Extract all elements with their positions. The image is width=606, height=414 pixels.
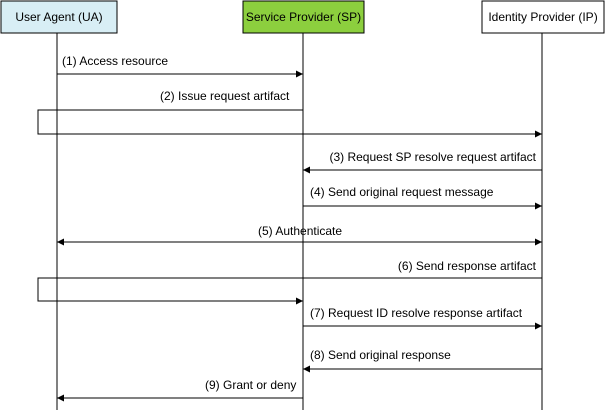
- participant-sp-label: Service Provider (SP): [245, 10, 362, 24]
- message-4: [303, 185, 542, 206]
- message-5-label: (5) Authenticate: [258, 224, 343, 238]
- message-2-label: (2) Issue request artifact: [160, 89, 290, 103]
- message-8: [303, 348, 542, 369]
- message-9-label: (9) Grant or deny: [205, 378, 297, 392]
- participant-ua: [1, 1, 117, 33]
- message-2: [38, 89, 542, 134]
- message-6-arrow: [38, 278, 542, 301]
- message-3-label: (3) Request SP resolve request artifact: [329, 150, 536, 164]
- message-2-arrow: [38, 110, 542, 134]
- message-4-label: (4) Send original request message: [310, 185, 494, 199]
- participant-sp: [243, 1, 364, 33]
- participant-ip-label: Identity Provider (IP): [488, 10, 598, 24]
- participant-ip: [482, 1, 604, 33]
- message-6-label: (6) Send response artifact: [397, 259, 536, 273]
- message-1-label: (1) Access resource: [62, 54, 169, 68]
- message-3: [303, 150, 542, 170]
- message-7: [303, 306, 542, 326]
- message-9: [57, 378, 303, 398]
- message-8-label: (8) Send original response: [310, 348, 451, 362]
- message-5: [57, 224, 542, 242]
- message-7-label: (7) Request ID resolve response artifact: [310, 306, 523, 320]
- message-6: [38, 259, 542, 301]
- participant-ua-label: User Agent (UA): [15, 10, 103, 24]
- message-1: [57, 54, 303, 74]
